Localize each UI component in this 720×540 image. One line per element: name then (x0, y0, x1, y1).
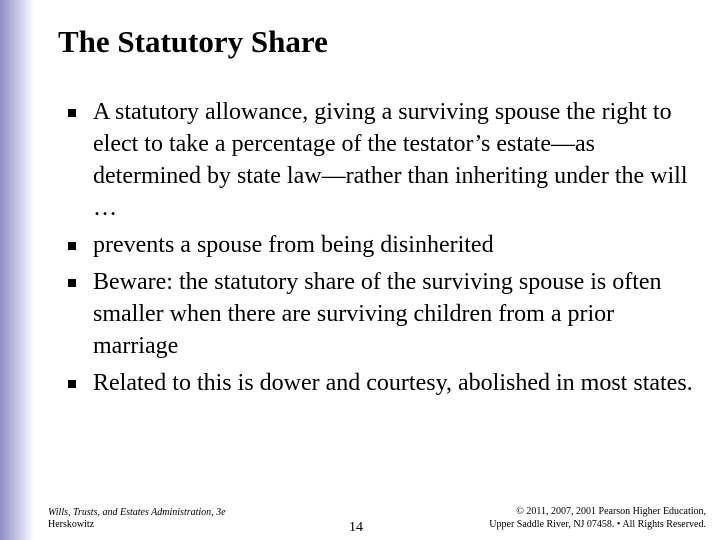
bullet-list (68, 96, 698, 404)
bullet-text: prevents a spouse from being disinherited (93, 232, 494, 258)
footer-book-title: Wills, Trusts, and Estates Administration, 3e (48, 507, 226, 518)
bullet-item (68, 367, 698, 399)
bullet-item (68, 96, 698, 224)
footer-author: Herskowitz (48, 519, 95, 530)
copyright-line-1: © 2011, 2007, 2001 Pearson Higher Education, (516, 506, 706, 517)
footer-book-info (48, 507, 226, 531)
page-number: 14 (349, 520, 363, 535)
bullet-text: A statutory allowance, giving a surviving spouse the right to elect to take a percentage of the testator’s estate—as determined by state law—rather than inheriting under the will … (93, 99, 688, 221)
slide-title: The Statutory Share (58, 24, 328, 59)
square-bullet-icon (68, 242, 76, 250)
bullet-text: Beware: the statutory share of the surviving spouse is often smaller when there are surviving children from a prior marriage (93, 269, 662, 359)
copyright-line-2: Upper Saddle River, NJ 07458. • All Rights Reserved. (489, 519, 706, 530)
bullet-text: Related to this is dower and courtesy, abolished in most states. (93, 370, 693, 396)
bullet-item (68, 266, 698, 362)
square-bullet-icon (68, 109, 76, 117)
footer-copyright (489, 505, 706, 531)
square-bullet-icon (68, 279, 76, 287)
left-decorative-band (0, 0, 34, 540)
bullet-item (68, 229, 698, 261)
square-bullet-icon (68, 380, 76, 388)
